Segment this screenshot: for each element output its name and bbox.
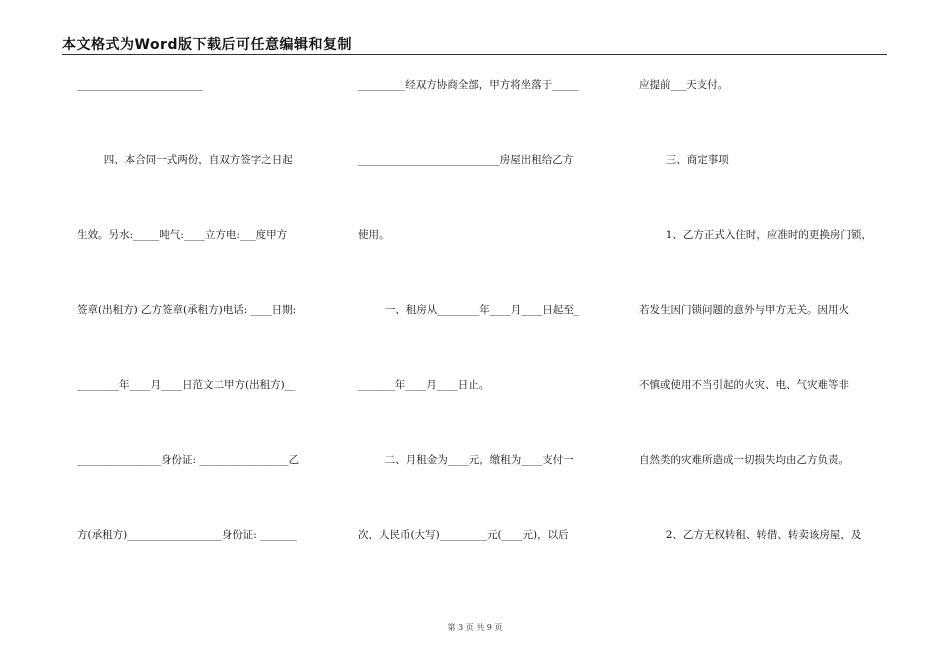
text-line: 自然类的灾难所造成一切损失均由乙方负责。 [639,454,849,466]
text-line: 2、乙方无权转租、转借、转卖该房屋，及 [639,529,862,541]
text-line: ___________________________房屋出租给乙方 [358,154,574,166]
text-line: ________________________ [77,79,203,91]
text-line: 签章(出租方) 乙方签章(承租方)电话: ____日期: [77,304,297,316]
page-number: 第 3 页 共 9 页 [447,623,503,632]
text-line: 次，人民币(大写)_________元(____元)，以后 [358,529,569,541]
text-line: 三、商定事项 [639,154,729,166]
text-line: _______年____月____日止。 [358,379,490,391]
text-line: 方(承租方)__________________身份证: _______ [77,529,297,541]
text-line: 应提前___天支付。 [639,79,729,91]
text-line: 使用。 [358,229,390,241]
page-header [62,34,887,55]
text-line: ________________身份证: _________________乙 [77,454,300,466]
header-title: 本文格式为Word版下载后可任意编辑和复制 [62,37,352,53]
text-line: ________年____月____日范文二甲方(出租方)__ [77,379,296,391]
text-line: 一、租房从________年____月____日起至_ [358,304,579,316]
text-line: _________经双方协商全部，甲方将坐落于_____ [358,79,579,91]
text-line: 若发生因门锁问题的意外与甲方无关。因用火 [639,304,849,316]
text-line: 不慎或使用不当引起的火灾、电、气灾难等非 [639,379,849,391]
text-line: 四、本合同一式两份，自双方签字之日起 [77,154,293,166]
text-line: 生效。另水:_____吨气:____立方电:___度甲方 [77,229,288,241]
text-line: 1、乙方正式入住时，应准时的更换房门锁， [639,229,872,241]
text-line: 二、月租金为____元，缴租为____支付一 [358,454,574,466]
